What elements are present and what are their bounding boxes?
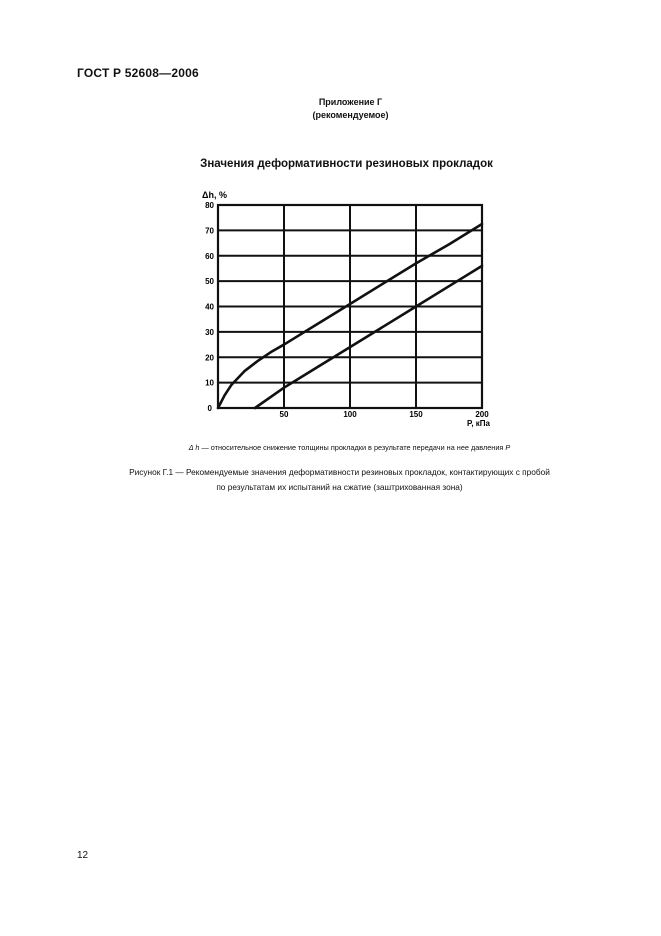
document-header: ГОСТ Р 52608—2006 xyxy=(77,66,199,80)
x-tick-label: 150 xyxy=(409,410,423,419)
y-tick-label: 60 xyxy=(205,251,214,261)
footnote-text: — относительное снижение толщины прокладки в результате передачи на нее давления xyxy=(199,443,506,452)
y-tick-label: 80 xyxy=(205,201,214,210)
footnote-symbol: Δ h xyxy=(188,443,200,452)
figure-caption-line-2: по результатам их испытаний на сжатие (заштрихованная зона) xyxy=(216,482,463,492)
figure-heading: Значения деформативности резиновых прокладок xyxy=(200,158,493,170)
chart-grid xyxy=(218,205,482,408)
y-tick-label: 50 xyxy=(205,277,214,287)
footnote-variable: P xyxy=(505,443,511,452)
x-tick-label: 50 xyxy=(279,410,289,419)
x-tick-label: 100 xyxy=(343,410,357,419)
y-tick-label: 10 xyxy=(205,378,214,388)
x-axis-label: P, кПа xyxy=(467,419,490,428)
figure-footnote xyxy=(0,443,661,452)
y-axis-label: Δh, % xyxy=(202,190,227,200)
x-tick-label: 0 xyxy=(207,404,212,413)
y-tick-label: 20 xyxy=(205,353,214,363)
x-tick-label: 200 xyxy=(475,410,489,419)
chart-ticks xyxy=(205,201,489,419)
figure-caption-line-1: Рисунок Г.1 — Рекомендуемые значения деформативности резиновых прокладок, контактирующих с пробой xyxy=(129,467,550,477)
deformation-chart xyxy=(190,183,500,433)
series-line-2 xyxy=(255,266,482,408)
appendix-title: Приложение Г xyxy=(318,97,383,107)
appendix-subtitle: (рекомендуемое) xyxy=(312,110,389,120)
y-tick-label: 40 xyxy=(205,302,214,312)
y-tick-label: 30 xyxy=(205,327,214,337)
y-tick-label: 70 xyxy=(205,226,214,236)
page-number: 12 xyxy=(77,850,89,861)
